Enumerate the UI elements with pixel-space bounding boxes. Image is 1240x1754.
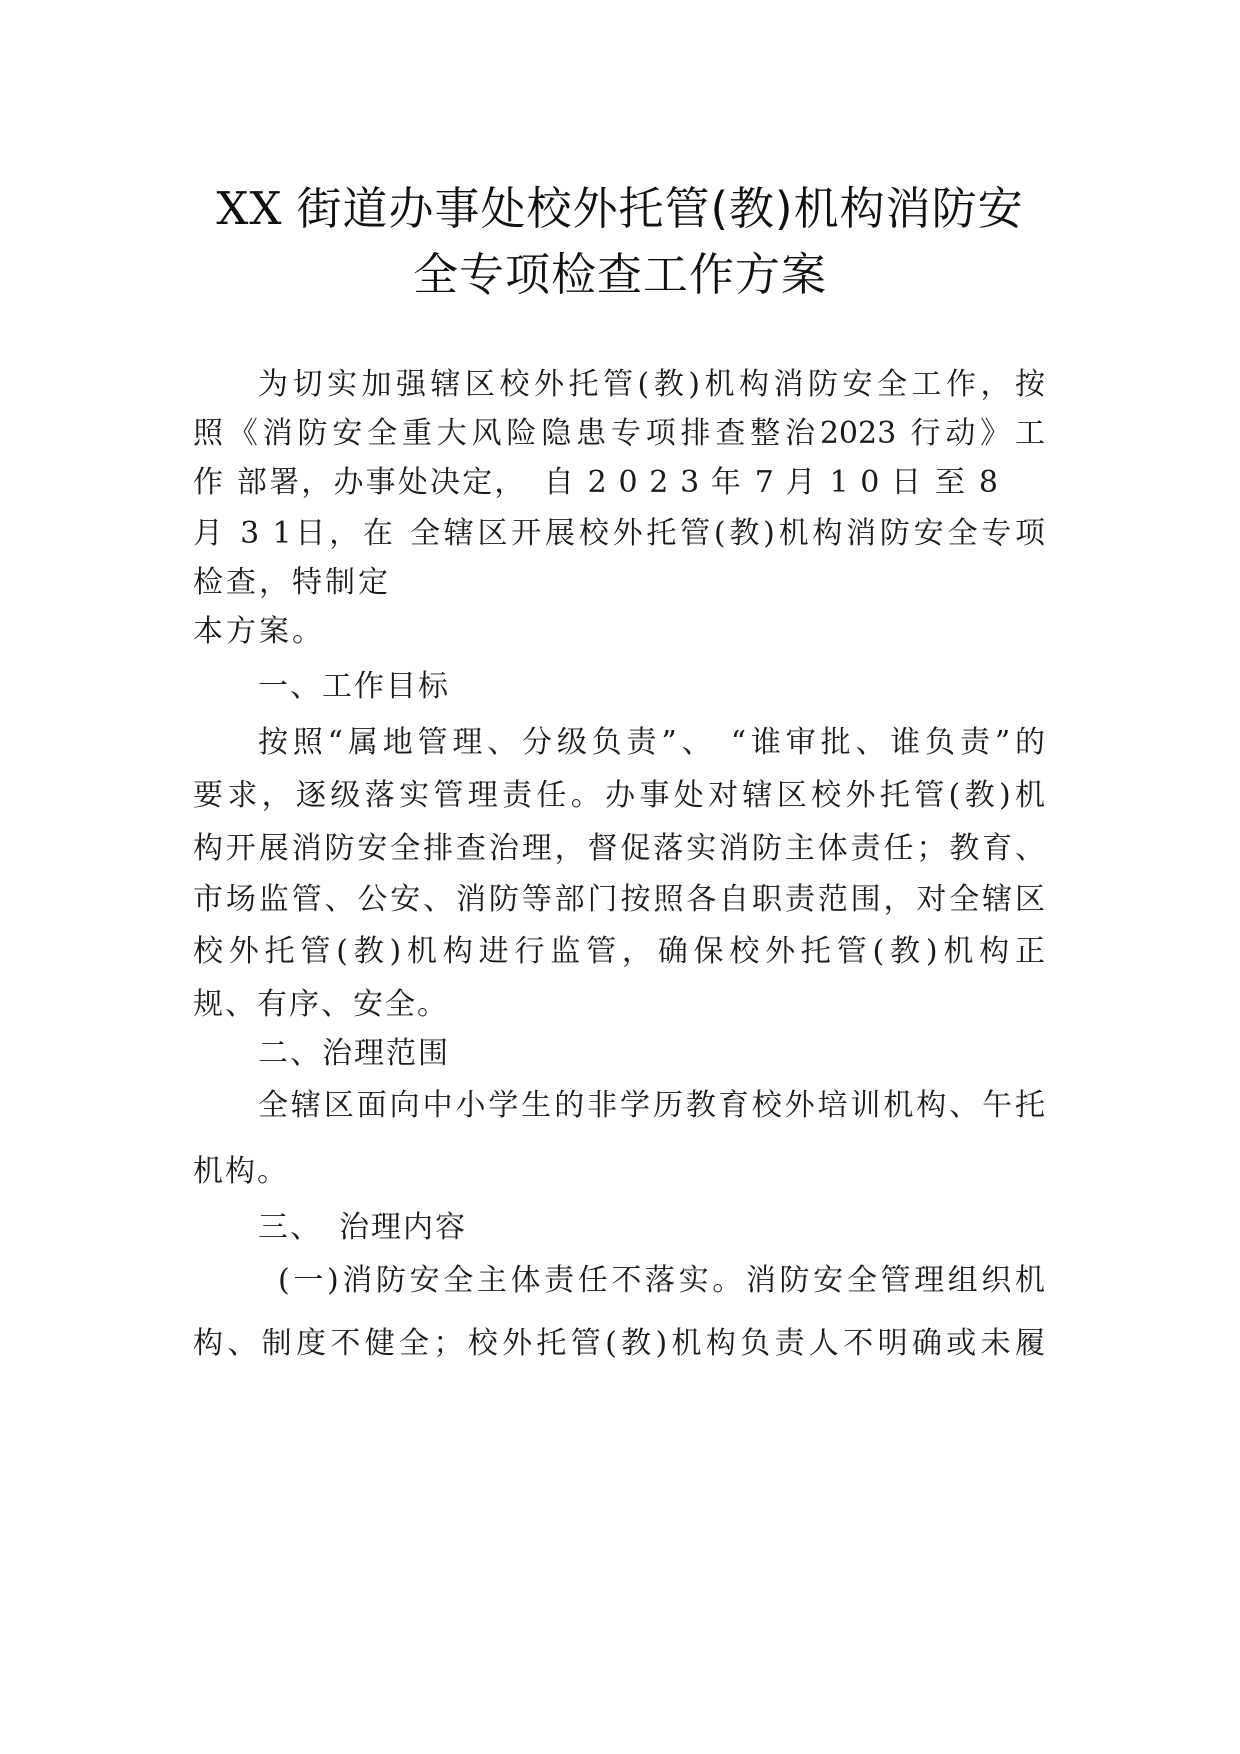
document-title-line-2: 全专项检查工作方案: [412, 248, 827, 301]
goal-line-4: 市场监管、公安、消防等部门按照各自职责范围，对全辖区: [193, 882, 1045, 917]
title-text-1: 街道办事处校外托管(教)机构消防安: [296, 182, 1024, 235]
document-title-line-1: [150, 178, 1090, 240]
intro-line-6: 本方案。: [193, 614, 325, 649]
intro-line-5: 检查，特制定: [193, 565, 391, 600]
goal-line-5: 校外托管(教)机构进行监管，确保校外托管(教)机构正: [193, 934, 1045, 969]
intro-line-4: 月 3 1日，在 全辖区开展校外托管(教)机构消防安全专项: [193, 516, 1045, 551]
scope-line-2: 机构。: [193, 1154, 289, 1189]
title-prefix: XX: [216, 182, 283, 235]
heading-scope: 二、治理范围: [258, 1036, 450, 1071]
intro-line-2: 照《消防安全重大风险隐患专项排查整治2023 行动》工: [193, 416, 1045, 451]
goal-line-2: 要求，逐级落实管理责任。办事处对辖区校外托管(教)机: [193, 778, 1045, 813]
content-line-1: (一)消防安全主体责任不落实。消防安全管理组织机: [278, 1263, 1045, 1298]
heading-work-goal: 一、工作目标: [258, 669, 450, 704]
content-line-2: 构、制度不健全；校外托管(教)机构负责人不明确或未履: [193, 1326, 1045, 1361]
intro-line-3: 作 部署，办事处决定， 自 2 0 2 3 年 7 月 1 0 日 至 8: [193, 465, 998, 500]
heading-content: 三、 治理内容: [258, 1210, 467, 1245]
scope-line-1: 全辖区面向中小学生的非学历教育校外培训机构、午托: [258, 1088, 1045, 1123]
goal-line-6: 规、有序、安全。: [193, 987, 449, 1022]
intro-line-1: 为切实加强辖区校外托管(教)机构消防安全工作，按: [258, 367, 1045, 402]
goal-line-1: 按照“属地管理、分级负责”、 “谁审批、谁负责”的: [258, 725, 1045, 760]
goal-line-3: 构开展消防安全排查治理，督促落实消防主体责任；教育、: [193, 831, 1045, 866]
